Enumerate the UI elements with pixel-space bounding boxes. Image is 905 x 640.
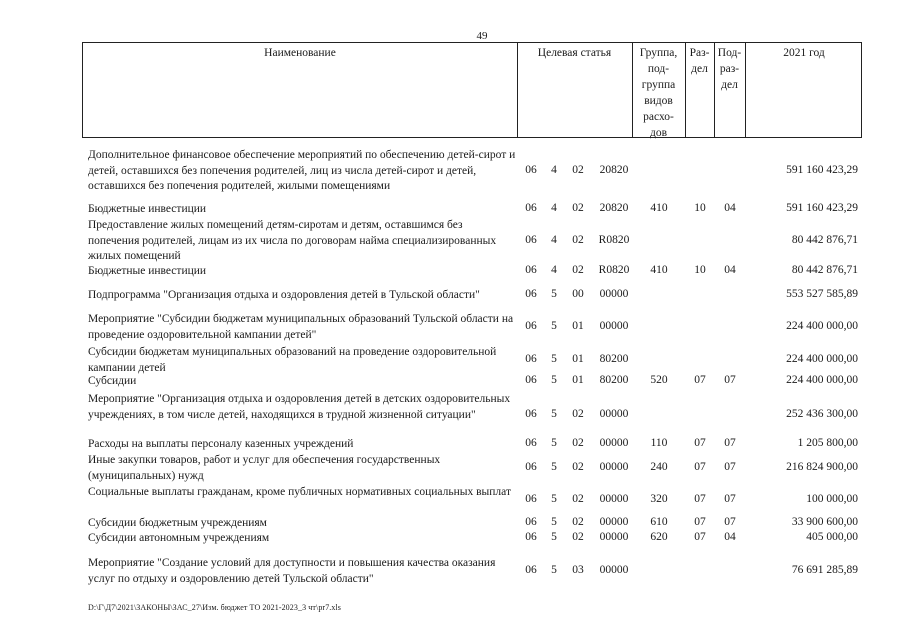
- header-name: Наименование: [264, 47, 336, 59]
- code-direction: R0820: [598, 234, 630, 246]
- code-subprogram: 5: [551, 374, 557, 386]
- code-direction: 00000: [599, 408, 629, 420]
- code-subprogram: 5: [551, 516, 557, 528]
- code-event: 00: [572, 288, 584, 300]
- code-subprogram: 4: [551, 234, 557, 246]
- section: 10: [694, 264, 706, 276]
- code-direction: 00000: [599, 461, 629, 473]
- code-direction: 80200: [599, 374, 629, 386]
- amount-2021: 224 400 000,00: [786, 320, 858, 332]
- code-direction: 00000: [599, 437, 629, 449]
- table-row: [0, 374, 905, 390]
- code-event: 01: [572, 353, 584, 365]
- code-program: 06: [525, 164, 537, 176]
- amount-2021: 591 160 423,29: [786, 164, 858, 176]
- table-row: [0, 485, 905, 516]
- table-row: [0, 202, 905, 218]
- code-direction: 00000: [599, 320, 629, 332]
- table-row: [0, 437, 905, 453]
- code-program: 06: [525, 234, 537, 246]
- header-expense-group: Группа, под- группа видов расхо- дов: [639, 47, 678, 139]
- amount-2021: 76 691 285,89: [791, 564, 858, 576]
- amount-2021: 405 000,00: [806, 531, 858, 543]
- code-program: 06: [525, 461, 537, 473]
- code-subprogram: 5: [551, 408, 557, 420]
- code-subprogram: 5: [551, 288, 557, 300]
- row-name: Субсидии бюджетам муниципальных образований на проведение оздоровительной кампании детей: [88, 346, 497, 374]
- code-program: 06: [525, 264, 537, 276]
- row-name: Мероприятие "Субсидии бюджетам муниципальных образований Тульской области на проведение оздоровительной кампании детей": [88, 313, 514, 341]
- subsection: 07: [724, 374, 736, 386]
- amount-2021: 553 527 585,89: [786, 288, 858, 300]
- code-program: 06: [525, 437, 537, 449]
- row-name: Иные закупки товаров, работ и услуг для обеспечения государственных (муниципальных) нужд: [88, 454, 441, 482]
- row-name: Мероприятие "Создание условий для доступности и повышения качества оказания услуг по отдыху и оздоровлению детей Тульской области": [88, 557, 496, 585]
- expense-type: 620: [650, 531, 668, 543]
- code-program: 06: [525, 353, 537, 365]
- code-event: 01: [572, 374, 584, 386]
- header-year: 2021 год: [783, 47, 825, 59]
- amount-2021: 80 442 876,71: [791, 234, 858, 246]
- code-direction: 00000: [599, 288, 629, 300]
- code-subprogram: 4: [551, 164, 557, 176]
- code-direction: 00000: [599, 516, 629, 528]
- code-subprogram: 5: [551, 437, 557, 449]
- amount-2021: 1 205 800,00: [797, 437, 858, 449]
- code-direction: 00000: [599, 531, 629, 543]
- code-event: 02: [572, 531, 584, 543]
- code-direction: 20820: [599, 164, 629, 176]
- subsection: 04: [724, 264, 736, 276]
- code-event: 02: [572, 461, 584, 473]
- section: 07: [694, 531, 706, 543]
- code-subprogram: 5: [551, 493, 557, 505]
- page-number: 49: [476, 30, 488, 42]
- code-event: 02: [572, 493, 584, 505]
- code-subprogram: 4: [551, 202, 557, 214]
- expense-type: 240: [650, 461, 668, 473]
- table-row: [0, 312, 905, 343]
- row-name: Расходы на выплаты персоналу казенных учреждений: [88, 438, 354, 450]
- code-subprogram: 4: [551, 264, 557, 276]
- subsection: 07: [724, 437, 736, 449]
- expense-type: 610: [650, 516, 668, 528]
- amount-2021: 252 436 300,00: [786, 408, 858, 420]
- code-program: 06: [525, 531, 537, 543]
- row-name: Субсидии автономным учреждениям: [88, 532, 270, 544]
- code-program: 06: [525, 564, 537, 576]
- section: 07: [694, 461, 706, 473]
- row-name: Бюджетные инвестиции: [88, 265, 207, 277]
- section: 07: [694, 437, 706, 449]
- expense-type: 410: [650, 264, 668, 276]
- subsection: 07: [724, 493, 736, 505]
- code-subprogram: 5: [551, 461, 557, 473]
- amount-2021: 224 400 000,00: [786, 353, 858, 365]
- table-row: [0, 345, 905, 376]
- row-name: Предоставление жилых помещений детям-сиротам и детям, оставшимся без попечения родителей, лицам из их числа по договорам найма специализированных жилых помещений: [88, 219, 497, 262]
- table-row: [0, 218, 905, 265]
- section: 07: [694, 374, 706, 386]
- code-direction: R0820: [598, 264, 630, 276]
- subsection: 04: [724, 202, 736, 214]
- code-direction: 80200: [599, 353, 629, 365]
- code-direction: 00000: [599, 493, 629, 505]
- subsection: 04: [724, 531, 736, 543]
- amount-2021: 33 900 600,00: [791, 516, 858, 528]
- code-event: 01: [572, 320, 584, 332]
- table-row: [0, 453, 905, 484]
- code-event: 02: [572, 202, 584, 214]
- amount-2021: 216 824 900,00: [786, 461, 858, 473]
- section: 07: [694, 493, 706, 505]
- file-path-footer: D:\Г\Д7\2021\ЗАКОНЫ\ЗАС_27\Изм. бюджет ТО 2021-2023_3 чт\pr7.xls: [88, 603, 342, 612]
- subsection: 07: [724, 461, 736, 473]
- section: 10: [694, 202, 706, 214]
- row-name: Бюджетные инвестиции: [88, 203, 207, 215]
- row-name: Субсидии бюджетным учреждениям: [88, 517, 267, 529]
- expense-type: 320: [650, 493, 668, 505]
- code-subprogram: 5: [551, 531, 557, 543]
- code-event: 02: [572, 164, 584, 176]
- row-name: Социальные выплаты гражданам, кроме публичных нормативных социальных выплат: [88, 486, 511, 498]
- code-subprogram: 5: [551, 564, 557, 576]
- code-program: 06: [525, 408, 537, 420]
- code-program: 06: [525, 202, 537, 214]
- code-program: 06: [525, 374, 537, 386]
- table-header: [82, 42, 862, 138]
- row-name: Субсидии: [88, 375, 137, 387]
- code-program: 06: [525, 320, 537, 332]
- code-program: 06: [525, 288, 537, 300]
- amount-2021: 224 400 000,00: [786, 374, 858, 386]
- row-name: Дополнительное финансовое обеспечение мероприятий по обеспечению детей-сирот и детей, оставшихся без попечения родителей, лиц из числа детей-сирот и детей, оставшихся без попечения родителей, жилыми помещениями: [88, 149, 516, 192]
- table-row: [0, 288, 905, 304]
- code-event: 02: [572, 264, 584, 276]
- header-section: Раз- дел: [689, 47, 710, 75]
- table-row: [0, 531, 905, 547]
- code-subprogram: 5: [551, 353, 557, 365]
- code-event: 02: [572, 437, 584, 449]
- expense-type: 520: [650, 374, 668, 386]
- header-target-article: Целевая статья: [537, 47, 612, 59]
- amount-2021: 100 000,00: [806, 493, 858, 505]
- amount-2021: 80 442 876,71: [791, 264, 858, 276]
- expense-type: 410: [650, 202, 668, 214]
- table-row: [0, 264, 905, 280]
- expense-type: 110: [650, 437, 668, 449]
- code-subprogram: 5: [551, 320, 557, 332]
- section: 07: [694, 516, 706, 528]
- table-row: [0, 516, 905, 532]
- table-row: [0, 148, 905, 195]
- row-name: Мероприятие "Организация отдыха и оздоровления детей в детских оздоровительных учреждениях, в том числе детей, находящихся в трудной жизненной ситуации": [88, 393, 511, 421]
- code-program: 06: [525, 516, 537, 528]
- code-program: 06: [525, 493, 537, 505]
- code-event: 02: [572, 234, 584, 246]
- header-subsection: Под- раз- дел: [717, 47, 742, 91]
- table-row: [0, 392, 905, 439]
- code-direction: 20820: [599, 202, 629, 214]
- subsection: 07: [724, 516, 736, 528]
- code-direction: 00000: [599, 564, 629, 576]
- table-row: [0, 556, 905, 587]
- row-name: Подпрограмма "Организация отдыха и оздоровления детей в Тульской области": [88, 289, 480, 301]
- code-event: 02: [572, 408, 584, 420]
- amount-2021: 591 160 423,29: [786, 202, 858, 214]
- code-event: 03: [572, 564, 584, 576]
- code-event: 02: [572, 516, 584, 528]
